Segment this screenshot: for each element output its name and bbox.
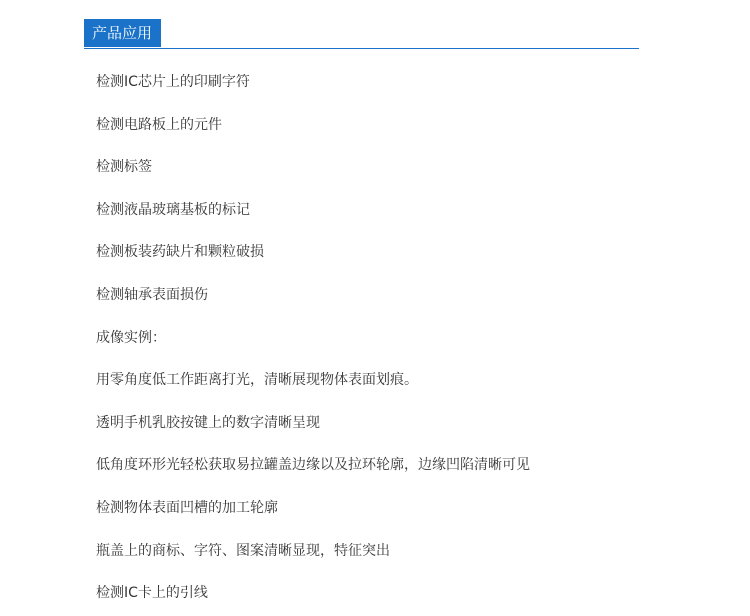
content-list (96, 61, 696, 615)
section-header (84, 19, 639, 49)
list-item: 检测物体表面凹槽的加工轮廓 (96, 499, 278, 516)
section-title: 产品应用 (84, 19, 161, 47)
list-item: 检测电路板上的元件 (96, 116, 222, 133)
list-item: 检测IC芯片上的印刷字符 (96, 74, 250, 90)
list-item: 用零角度低工作距离打光，清晰展现物体表面划痕。 (96, 372, 418, 389)
list-item: 检测板装药缺片和颗粒破损 (96, 244, 264, 261)
list-item: 检测轴承表面损伤 (96, 286, 208, 303)
list-item: 检测IC卡上的引线 (96, 585, 208, 602)
list-item: 透明手机乳胶按键上的数字清晰呈现 (96, 414, 320, 431)
list-item: 低角度环形光轻松获取易拉罐盖边缘以及拉环轮廓，边缘凹陷清晰可见 (96, 457, 530, 474)
list-item: 瓶盖上的商标、字符、图案清晰显现，特征突出 (96, 542, 390, 559)
list-item: 检测液晶玻璃基板的标记 (96, 201, 250, 218)
list-item: 检测标签 (96, 159, 152, 176)
list-item: 成像实例： (96, 329, 166, 346)
